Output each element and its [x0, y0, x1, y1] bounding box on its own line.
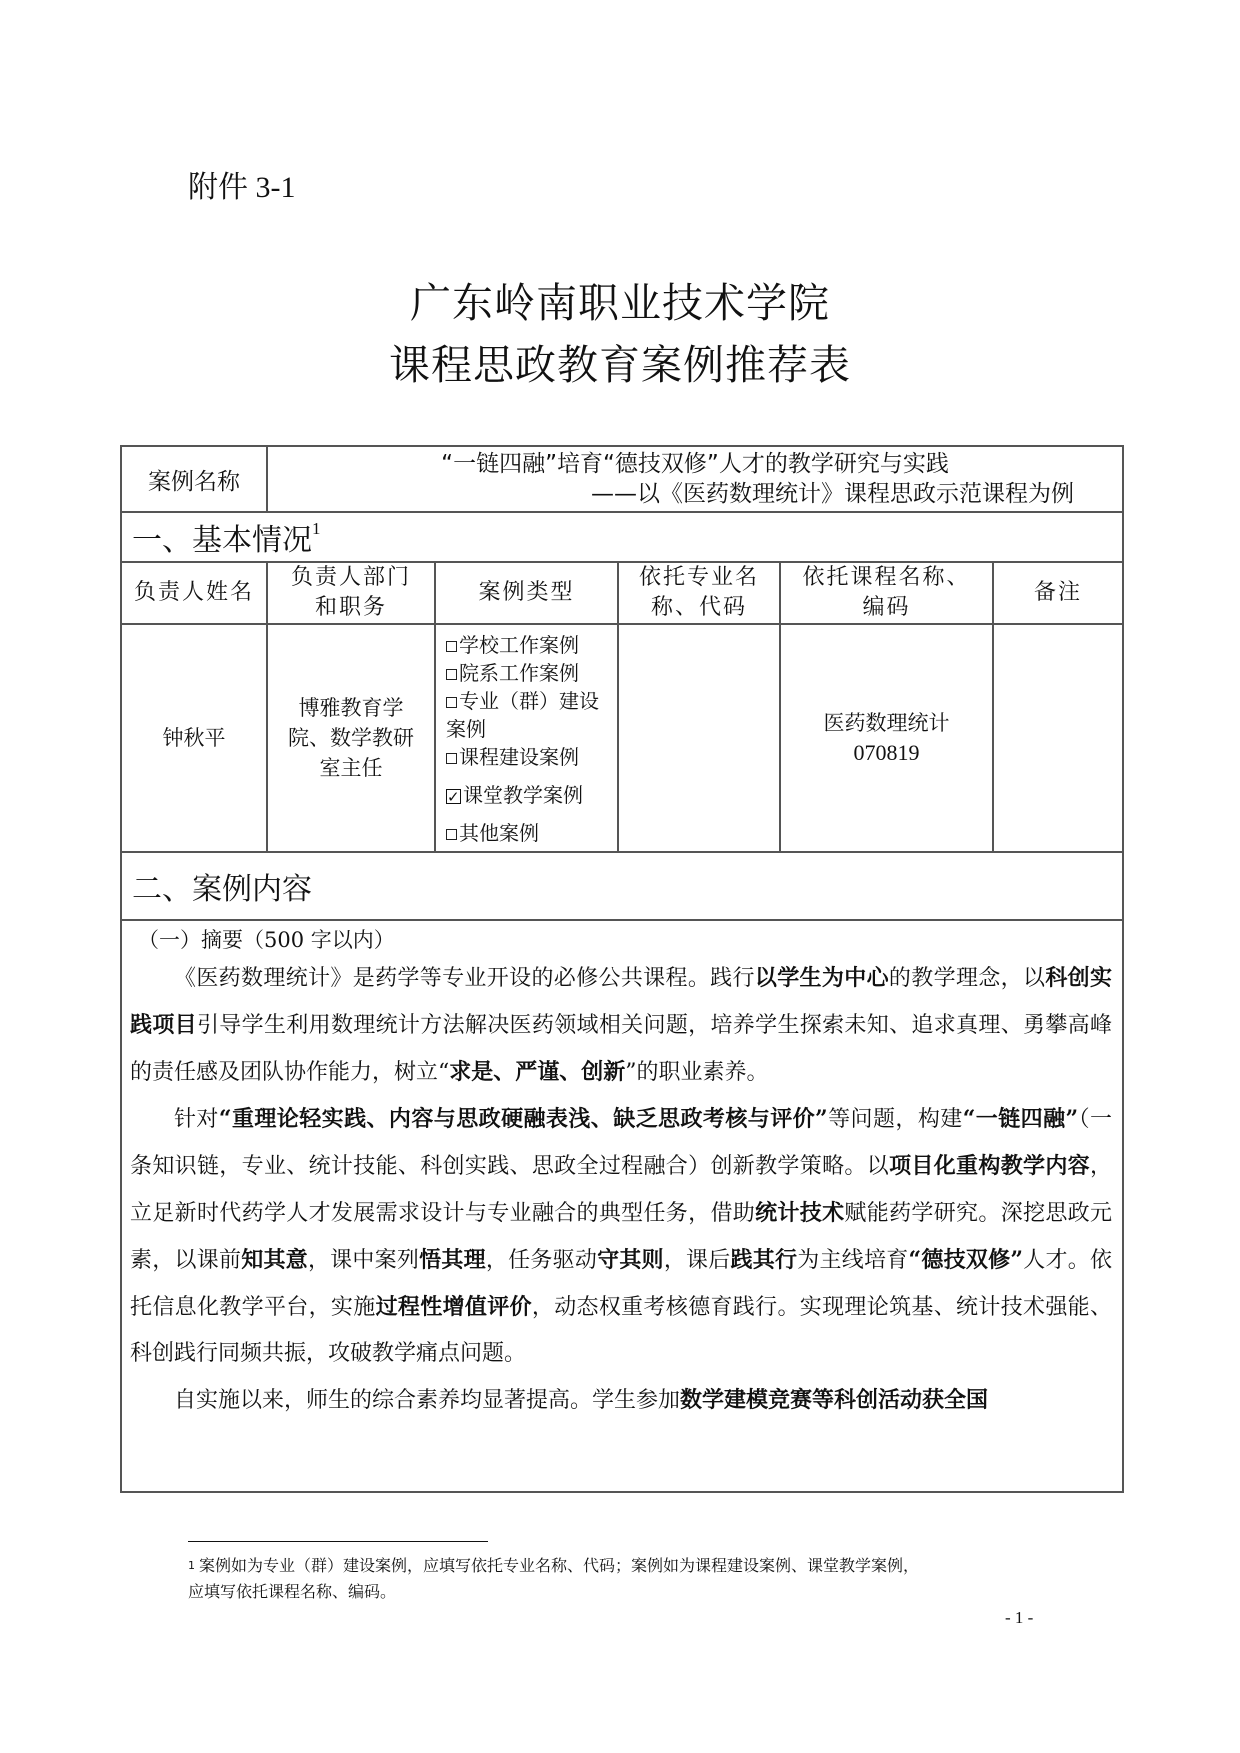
section2-heading: 二、案例内容 [121, 852, 1123, 920]
bold-text-run: “德技双修” [908, 1247, 1023, 1273]
text-run: 为主线培育 [797, 1248, 909, 1273]
checkbox-icon[interactable] [446, 669, 457, 680]
header-course-line1: 依托课程名称、 [802, 565, 971, 590]
value-remark[interactable] [993, 624, 1123, 852]
footnote-line1: 案例如为专业（群）建设案例，应填写依托专业名称、代码；案例如为课程建设案例、课堂教学案例， [199, 1556, 920, 1575]
content-row [121, 920, 1123, 1492]
value-course-name: 医药数理统计 [823, 711, 950, 735]
checked-checkbox-icon[interactable] [446, 789, 461, 804]
header-major-line1: 依托专业名 [638, 565, 759, 590]
header-major [618, 562, 780, 624]
bold-text-run: “重理论轻实践、内容与思政硬融表浅、缺乏思政考核与评价” [218, 1106, 828, 1132]
section2-row [121, 852, 1123, 920]
case-type-label: 课程建设案例 [459, 745, 579, 769]
case-name-line1: “一链四融”培育“德技双修”人才的教学研究与实践 [441, 451, 949, 477]
recommendation-form-table [120, 445, 1124, 1493]
case-type-label: 专业（群）建设 [459, 689, 599, 713]
text-run: （一条知识链，专业、统计技能、科创实践、思政全过程融合）创新教学策略。以 [130, 1107, 1113, 1179]
footnote-ref: 1 [312, 519, 321, 538]
text-run: 的教学理念，以 [888, 966, 1046, 991]
text-run: ，动态权重考核德育践行。实现理论筑基、统计技术强能、科创践行同频共振，攻破教学痛点问题。 [130, 1295, 1113, 1366]
text-run: 等问题，构建 [827, 1107, 963, 1132]
bold-text-run: 数学建模竞赛等科创活动获全国 [680, 1387, 989, 1413]
footnote [188, 1553, 1088, 1605]
checkbox-icon[interactable] [446, 641, 457, 652]
case-type-option[interactable] [446, 819, 613, 847]
abstract-paragraph-3 [130, 1377, 1112, 1424]
header-course [780, 562, 993, 624]
value-course[interactable] [780, 624, 993, 852]
case-type-label: 其他案例 [459, 821, 539, 845]
text-run: 针对 [174, 1107, 219, 1132]
header-remark: 备注 [993, 562, 1123, 624]
header-major-line2: 称、代码 [650, 595, 747, 620]
case-type-label: 课堂教学案例 [463, 783, 583, 807]
bold-text-run: 过程性增值评价 [375, 1294, 532, 1320]
text-run: ”的职业素养。 [625, 1060, 769, 1085]
page-number: - 1 - [1005, 1608, 1034, 1627]
case-name-value[interactable] [267, 446, 1123, 512]
document-title-line2: 课程思政教育案例推荐表 [389, 341, 851, 389]
case-type-option[interactable] [446, 687, 613, 715]
document-title-line1: 广东岭南职业技术学院 [410, 279, 830, 327]
header-dept [267, 562, 435, 624]
text-run: ，课中案列 [307, 1248, 420, 1273]
text-run: 引导学生利用数理统计方法解决医药领域相关问题，培养学生探索未知、追求真理、勇攀高峰的责任感及团队协作能力，树立“ [130, 1013, 1113, 1085]
header-course-line2: 编码 [862, 595, 911, 620]
value-major[interactable] [618, 624, 780, 852]
case-type-label: 学校工作案例 [459, 633, 579, 657]
basic-value-row [121, 624, 1123, 852]
checkbox-icon[interactable] [446, 829, 457, 840]
checkbox-icon[interactable] [446, 753, 457, 764]
bold-text-run: 悟其理 [419, 1247, 486, 1273]
attachment-label: 附件 3-1 [188, 171, 296, 204]
text-run: ，任务驱动 [485, 1248, 598, 1273]
abstract-heading: （一）摘要（500 字以内） [138, 928, 395, 952]
case-name-row [121, 446, 1123, 512]
bold-text-run: “一链四融” [962, 1106, 1079, 1132]
section1-title: 一、基本情况 [132, 523, 312, 558]
bold-text-run: 践其行 [730, 1247, 798, 1273]
footnote-divider [188, 1541, 488, 1542]
case-name-line2: ——以《医药数理统计》课程思政示范课程为例 [591, 481, 1075, 507]
text-run: ，立足新时代药学人才发展需求设计与专业融合的典型任务，借助 [130, 1154, 1113, 1226]
bold-text-run: 知其意 [241, 1247, 308, 1273]
bold-text-run: 项目化重构教学内容 [889, 1153, 1090, 1179]
header-dept-text: 负责人部门和职务 [290, 565, 411, 620]
bold-text-run: 科创实践项目 [130, 965, 1112, 1038]
checkbox-icon[interactable] [446, 697, 457, 708]
case-type-option[interactable] [446, 743, 613, 771]
header-case-type: 案例类型 [435, 562, 618, 624]
text-run: ，课后 [663, 1248, 731, 1273]
text-run: 《医药数理统计》是药学等专业开设的必修公共课程。践行 [174, 966, 755, 991]
case-type-options [435, 624, 618, 852]
abstract-paragraph-2 [130, 1096, 1112, 1377]
case-type-option[interactable] [446, 659, 613, 687]
case-name-label: 案例名称 [121, 446, 267, 512]
case-type-label: 院系工作案例 [459, 661, 579, 685]
bold-text-run: 以学生为中心 [754, 965, 889, 991]
content-cell[interactable] [121, 920, 1123, 1492]
value-name[interactable]: 钟秋平 [121, 624, 267, 852]
bold-text-run: 守其则 [597, 1247, 664, 1273]
section1-row [121, 512, 1123, 562]
text-run: 人才。依托信息化教学平台，实施 [130, 1248, 1112, 1320]
case-type-option[interactable] [446, 781, 613, 809]
case-type-option-cont: 案例 [446, 717, 486, 741]
bold-text-run: 统计技术 [755, 1200, 845, 1226]
value-course-code: 070819 [853, 740, 920, 765]
case-type-option[interactable] [446, 631, 613, 659]
bold-text-run: 求是、严谨、创新 [449, 1059, 626, 1085]
abstract-paragraph-1 [130, 955, 1112, 1096]
header-name: 负责人姓名 [121, 562, 267, 624]
footnote-mark: 1 [188, 1559, 195, 1572]
value-dept-line2: 院、数学教研 [288, 726, 414, 750]
text-run: 自实施以来，师生的综合素养均显著提高。学生参加 [174, 1388, 681, 1413]
section1-heading [121, 512, 1123, 562]
value-dept[interactable] [267, 624, 435, 852]
value-dept-line1: 博雅教育学 [298, 696, 404, 720]
basic-header-row [121, 562, 1123, 624]
text-run: 赋能药学研究。深挖思政元素，以课前 [130, 1201, 1113, 1273]
value-dept-line3: 室主任 [319, 756, 383, 780]
footnote-line2: 应填写依托课程名称、编码。 [188, 1582, 397, 1601]
